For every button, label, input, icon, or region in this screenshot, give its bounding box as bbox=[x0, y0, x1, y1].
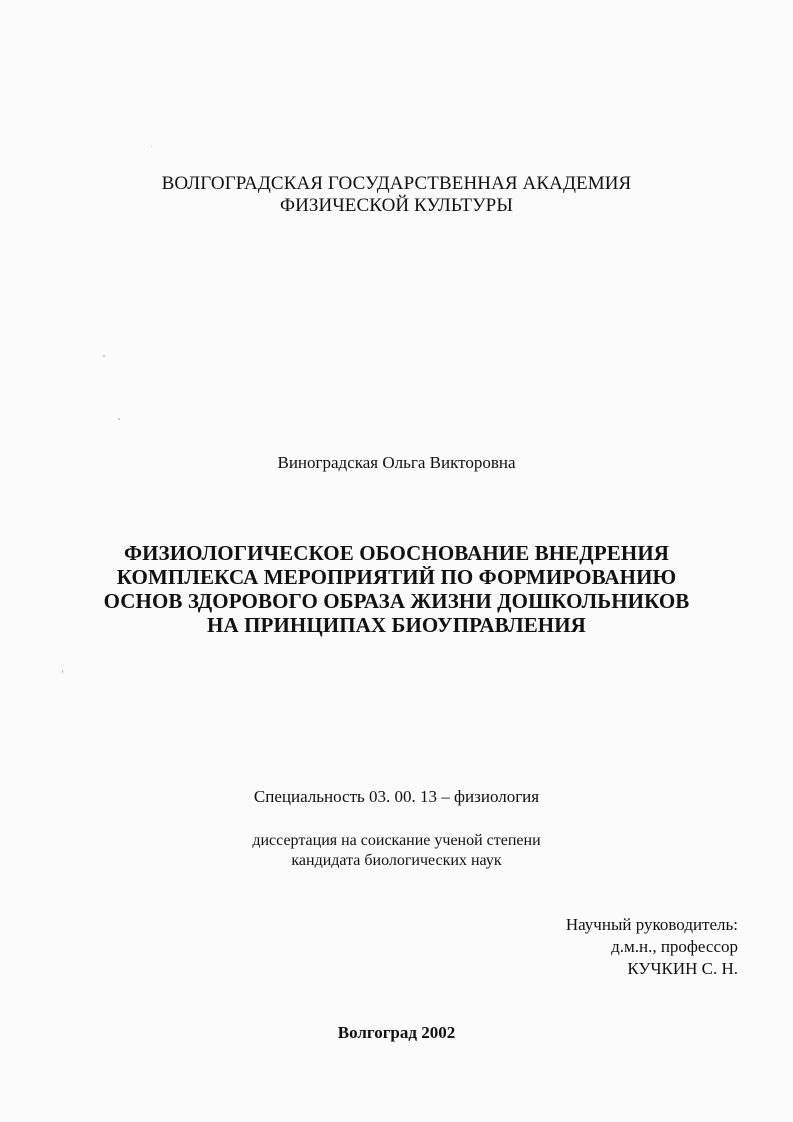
author-name: Виноградская Ольга Викторовна bbox=[277, 453, 516, 472]
degree-line-1: диссертация на соискание ученой степени bbox=[252, 832, 541, 849]
degree-line-2: кандидата биологических наук bbox=[291, 852, 502, 869]
degree-statement bbox=[0, 831, 793, 871]
institution-heading bbox=[0, 173, 793, 217]
supervisor-block bbox=[566, 914, 738, 980]
title-line-4: НА ПРИНЦИПАХ БИОУПРАВЛЕНИЯ bbox=[207, 613, 586, 637]
title-line-1: ФИЗИОЛОГИЧЕСКОЕ ОБОСНОВАНИЕ ВНЕДРЕНИЯ bbox=[123, 541, 670, 565]
institution-line-2: ФИЗИЧЕСКОЙ КУЛЬТУРЫ bbox=[279, 195, 514, 216]
title-line-2: КОМПЛЕКСА МЕРОПРИЯТИЙ ПО ФОРМИРОВАНИЮ bbox=[116, 565, 677, 589]
scan-speck bbox=[118, 418, 120, 420]
title-line-3: ОСНОВ ЗДОРОВОГО ОБРАЗА ЖИЗНИ ДОШКОЛЬНИКОВ bbox=[103, 589, 690, 613]
scan-speck bbox=[103, 355, 105, 357]
institution-line-1: ВОЛГОГРАДСКАЯ ГОСУДАРСТВЕННАЯ АКАДЕМИЯ bbox=[161, 173, 632, 194]
dissertation-title bbox=[0, 541, 793, 637]
city-year: Волгоград 2002 bbox=[337, 1023, 456, 1042]
supervisor-label: Научный руководитель: bbox=[565, 915, 738, 934]
scan-speck bbox=[62, 670, 63, 673]
specialty-line: Специальность 03. 00. 13 – физиология bbox=[253, 787, 540, 806]
supervisor-credentials: д.м.н., профессор bbox=[611, 937, 738, 956]
supervisor-name: КУЧКИН С. Н. bbox=[627, 959, 738, 978]
scan-speck bbox=[151, 146, 152, 147]
